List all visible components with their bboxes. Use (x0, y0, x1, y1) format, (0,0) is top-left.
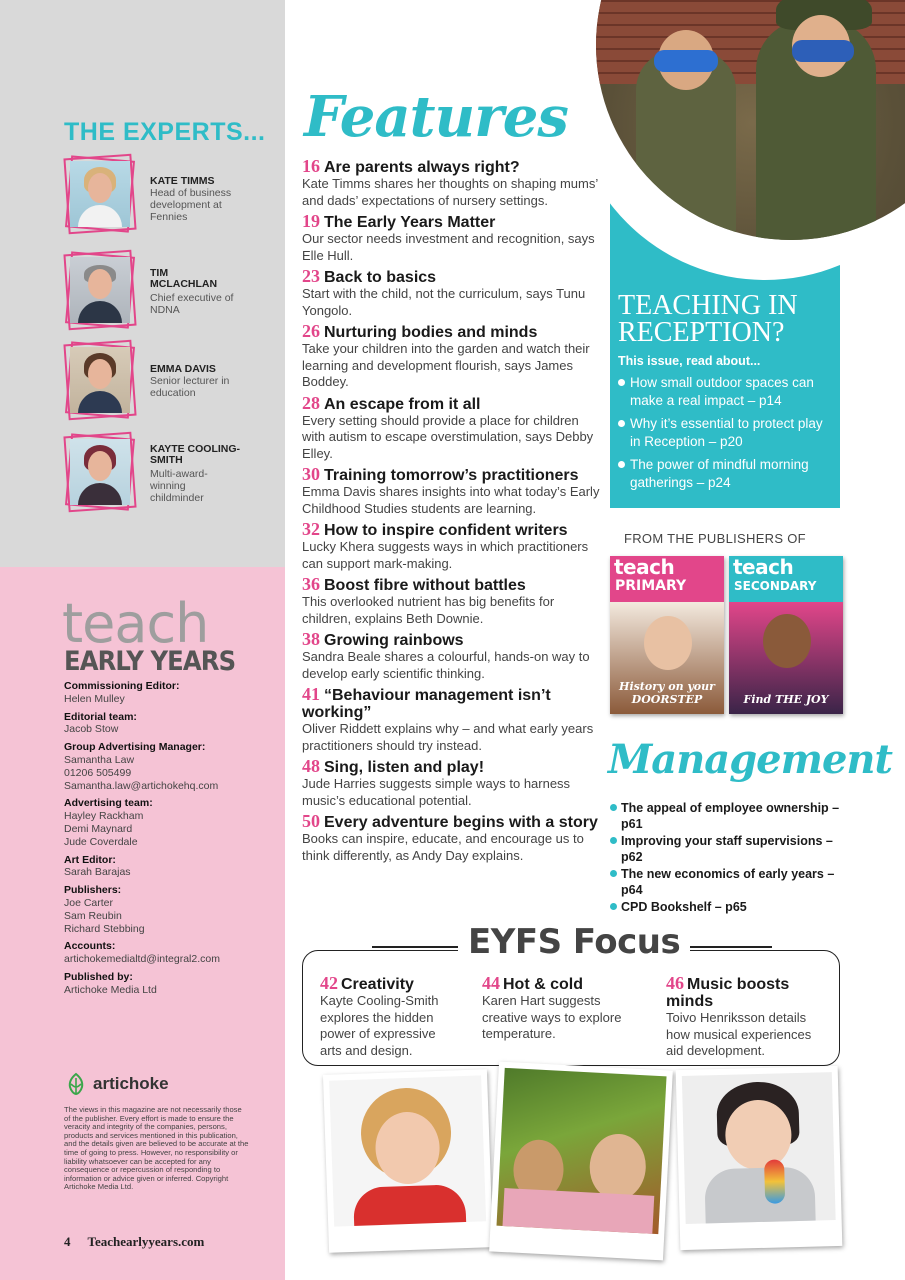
reception-list (618, 374, 834, 497)
feature-page: 50 (302, 811, 320, 831)
reception-subtitle: This issue, read about... (618, 354, 761, 368)
cover-tagline: Find THE JOY (743, 693, 829, 706)
feature-title: Sing, listen and play! (324, 759, 485, 776)
artichoke-logo (64, 1072, 169, 1096)
feature-page: 30 (302, 464, 320, 484)
expert-role: Senior lecturer in education (150, 375, 230, 399)
expert-photo (64, 156, 136, 234)
feature-desc: Jude Harries suggests simple ways to harness music’s educational potential. (302, 776, 571, 808)
eyfs-page: 46 (666, 973, 684, 993)
teach-logo: teach (62, 592, 209, 655)
feature-title: Are parents always right? (324, 159, 520, 176)
reception-title: TEACHING IN RECEPTION? (618, 290, 798, 348)
credit-line: artichokemedialtd@integral2.com (64, 953, 220, 966)
eyfs-page: 42 (320, 973, 338, 993)
features-list (302, 158, 600, 868)
feature-title: The Early Years Matter (324, 214, 496, 231)
management-item[interactable]: The appeal of employee ownership – p61 (610, 800, 842, 832)
management-heading: Management (608, 736, 892, 783)
expert-role: Head of business development at Fennies (150, 187, 232, 223)
feature-item[interactable] (302, 466, 600, 517)
feature-item[interactable] (302, 158, 600, 209)
cover-tagline: History on your DOORSTEP (619, 680, 715, 706)
feature-title: Growing rainbows (324, 632, 464, 649)
feature-desc: This overlooked nutrient has big benefits for children, explains Beth Downie. (302, 594, 555, 626)
feature-page: 16 (302, 156, 320, 176)
expert-emma-davis (64, 342, 264, 422)
feature-page: 23 (302, 266, 320, 286)
credit-line: Samantha.law@artichokehq.com (64, 779, 219, 792)
reception-item[interactable]: The power of mindful morning gatherings – p24 (618, 456, 834, 492)
expert-tim-mclachlan (64, 252, 264, 332)
feature-title: Training tomorrow’s practitioners (324, 467, 579, 484)
credit-line: Joe Carter (64, 896, 114, 909)
eyfs-title: Music boosts minds (666, 976, 790, 1010)
polaroid-girl-thinking (323, 1069, 493, 1253)
expert-photo (64, 342, 136, 420)
expert-name: KAYTE COOLING-SMITH (150, 443, 241, 466)
disclaimer: The views in this magazine are not necessarily those of the publisher. Every effort is made to ensure the veracity and integrity of the companies, persons, products and services mentioned in this publication, and the details given are believed to be accurate at the time of going to press. However, no responsibility or liability whatsoever can be accepted for any consequence or repercussion of responding to information or advice given or inferred. Copyright Artichoke Media Ltd. (64, 1105, 249, 1192)
expert-photo (64, 252, 136, 330)
feature-desc: Sandra Beale shares a colourful, hands-on way to develop early scientific thinking. (302, 649, 590, 681)
credit-heading: Commissioning Editor: (64, 680, 180, 692)
reception-item[interactable]: Why it’s essential to protect play in Reception – p20 (618, 415, 834, 451)
cover-brand: teach (733, 556, 794, 579)
feature-desc: Take your children into the garden and watch their learning and development flourish, says James Boddey. (302, 341, 590, 389)
credit-line: Artichoke Media Ltd (64, 983, 157, 996)
credit-line: Samantha Law (64, 753, 135, 766)
feature-page: 19 (302, 211, 320, 231)
feature-item[interactable] (302, 631, 600, 682)
credit-line: Helen Mulley (64, 692, 125, 705)
teach-secondary-cover[interactable] (729, 556, 843, 714)
expert-role: Chief executive of NDNA (150, 292, 234, 316)
management-item[interactable]: The new economics of early years – p64 (610, 866, 842, 898)
feature-title: Every adventure begins with a story (324, 814, 598, 831)
feature-page: 32 (302, 519, 320, 539)
expert-role: Multi-award-winning childminder (150, 468, 208, 504)
feature-title: Boost fibre without battles (324, 577, 526, 594)
eyfs-heading: EYFS Focus (458, 922, 690, 962)
early-years-logo: EARLY YEARS (64, 646, 236, 677)
eyfs-item[interactable] (666, 975, 826, 1060)
eyfs-page: 44 (482, 973, 500, 993)
credit-line: Jude Coverdale (64, 835, 138, 848)
expert-photo (64, 434, 136, 512)
feature-title: An escape from it all (324, 395, 481, 413)
feature-desc: Oliver Riddett explains why – and what early years practitioners should try instead. (302, 721, 594, 753)
cover-name: PRIMARY (615, 578, 687, 594)
feature-item[interactable] (302, 576, 600, 627)
cover-brand: teach (614, 556, 675, 579)
page-footer (64, 1234, 204, 1250)
feature-page: 48 (302, 756, 320, 776)
expert-kayte-cooling-smith (64, 434, 264, 514)
expert-name: TIM MCLACHLAN (150, 267, 218, 290)
credit-line: Demi Maynard (64, 822, 133, 835)
expert-name: EMMA DAVIS (150, 363, 216, 375)
credit-heading: Editorial team: (64, 710, 137, 723)
eyfs-desc: Karen Hart suggests creative ways to explore temperature. (482, 993, 622, 1041)
page-number: 4 (64, 1234, 71, 1249)
feature-desc: Every setting should provide a place for children with autism to escape overstimulation, says Debby Elley. (302, 412, 594, 461)
credit-line: 01206 505499 (64, 766, 132, 779)
management-item[interactable]: CPD Bookshelf – p65 (610, 899, 842, 915)
feature-title: How to inspire confident writers (324, 522, 568, 539)
feature-desc: Books can inspire, educate, and encourage us to think differently, as Andy Day explains. (302, 831, 584, 863)
feature-title: Back to basics (324, 269, 437, 286)
teach-primary-cover[interactable] (610, 556, 724, 714)
feature-title: Nurturing bodies and minds (324, 324, 538, 341)
feature-desc: Kate Timms shares her thoughts on shaping mums’ and dads’ expectations of nursery settings. (302, 176, 598, 208)
credits-list (64, 680, 264, 997)
credit-line: Jacob Stow (64, 723, 119, 736)
polaroid-child-maracas (676, 1066, 843, 1250)
expert-name: KATE TIMMS (150, 175, 215, 187)
feature-page: 36 (302, 574, 320, 594)
publishers-heading: FROM THE PUBLISHERS OF (624, 531, 806, 546)
eyfs-item[interactable] (320, 975, 460, 1059)
management-list (610, 800, 842, 916)
feature-title: “Behaviour management isn’t working” (302, 687, 551, 721)
feature-item[interactable] (302, 268, 600, 319)
credit-heading: Publishers: (64, 884, 122, 897)
features-heading: Features (304, 84, 568, 150)
feature-item[interactable] (302, 813, 600, 864)
polaroid-children-leaves (489, 1062, 673, 1261)
expert-kate-timms (64, 156, 264, 236)
feature-item[interactable] (302, 521, 600, 572)
feature-page: 26 (302, 321, 320, 341)
hero-photo-children-binoculars (596, 0, 905, 240)
feature-page: 38 (302, 629, 320, 649)
website-link[interactable]: Teachearlyyears.com (87, 1234, 205, 1249)
feature-desc: Emma Davis shares insights into what today’s Early Childhood Studies students are learning. (302, 484, 600, 516)
feature-item[interactable] (302, 213, 600, 264)
credit-line: Hayley Rackham (64, 810, 144, 823)
feature-desc: Our sector needs investment and recognition, says Elle Hull. (302, 231, 595, 263)
credit-heading: Art Editor: (64, 853, 116, 866)
feature-desc: Lucky Khera suggests ways in which practitioners can support mark-making. (302, 539, 589, 571)
feature-page: 41 (302, 684, 320, 704)
credit-line: Sarah Barajas (64, 866, 131, 879)
management-item[interactable]: Improving your staff supervisions – p62 (610, 833, 842, 865)
eyfs-title: Creativity (341, 976, 414, 993)
feature-desc: Start with the child, not the curriculum, says Tunu Yongolo. (302, 286, 586, 318)
publisher-name: artichoke (93, 1074, 169, 1093)
credit-heading: Group Advertising Manager: (64, 741, 206, 754)
credit-heading: Published by: (64, 970, 133, 983)
feature-item[interactable] (302, 758, 600, 809)
eyfs-desc: Kayte Cooling-Smith explores the hidden power of expressive arts and design. (320, 993, 439, 1058)
credit-heading: Advertising team: (64, 797, 153, 810)
feature-item[interactable] (302, 323, 600, 391)
credit-heading: Accounts: (64, 940, 116, 953)
experts-heading: THE EXPERTS... (64, 118, 266, 146)
feature-item[interactable] (302, 392, 600, 463)
feature-item[interactable] (302, 686, 600, 754)
eyfs-title: Hot & cold (503, 976, 583, 993)
reception-item[interactable]: How small outdoor spaces can make a real impact – p14 (618, 374, 834, 410)
credit-line: Sam Reubin (64, 909, 122, 922)
feature-page: 28 (302, 392, 320, 413)
credit-line: Richard Stebbing (64, 922, 145, 935)
eyfs-desc: Toivo Henriksson details how musical experiences aid development. (666, 1010, 812, 1058)
cover-name: SECONDARY (734, 579, 817, 593)
eyfs-item[interactable] (482, 975, 622, 1043)
artichoke-icon (64, 1072, 88, 1096)
